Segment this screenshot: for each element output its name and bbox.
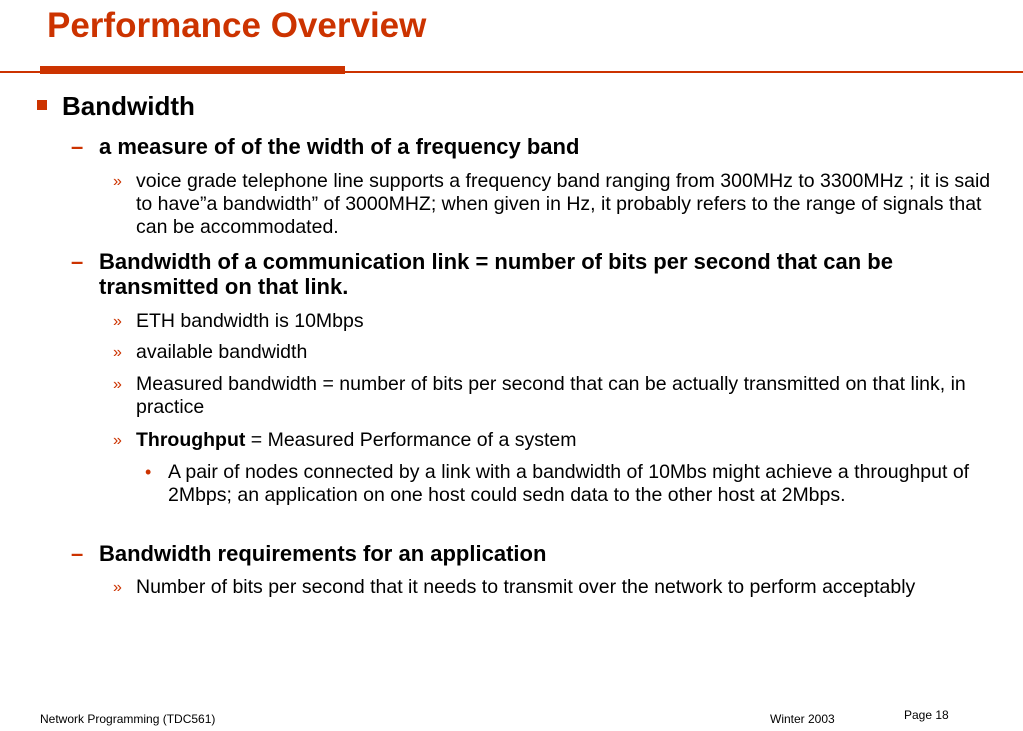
footer-course: Network Programming (TDC561) <box>40 712 216 726</box>
footer-page-number: Page 18 <box>904 708 949 722</box>
chevron-bullet-icon: » <box>113 432 122 449</box>
bullet-text: ETH bandwidth is 10Mbps <box>136 310 364 332</box>
chevron-bullet-icon: » <box>113 313 122 330</box>
bullet-level4 <box>145 461 988 507</box>
dash-bullet-icon: – <box>71 134 84 159</box>
square-bullet-icon <box>37 100 47 110</box>
bullet-text: Number of bits per second that it needs to transmit over the network to perform acceptably <box>136 576 916 598</box>
bullet-level3 <box>113 429 996 452</box>
bullet-text: Bandwidth requirements for an application <box>99 541 547 566</box>
bullet-level3 <box>113 170 996 239</box>
bullet-text: a measure of of the width of a frequency band <box>99 134 580 159</box>
bullet-text: voice grade telephone line supports a frequency band ranging from 300MHz to 3300MHz ; it is said to have”a bandwidth” of 3000MHZ; when given in Hz, it probably refers to the range of signals that can be accommodated. <box>136 170 991 238</box>
bullet-text: = Measured Performance of a system <box>245 429 577 451</box>
slide-title: Performance Overview <box>47 6 427 45</box>
bullet-bold-term: Throughput <box>136 429 246 451</box>
title-accent-bar <box>40 66 345 74</box>
bullet-text: Bandwidth <box>62 91 195 121</box>
chevron-bullet-icon: » <box>113 579 122 596</box>
bullet-text: Bandwidth of a communication link = number of bits per second that can be transmitted on that link. <box>99 249 893 299</box>
bullet-level1 <box>62 91 195 122</box>
chevron-bullet-icon: » <box>113 344 122 361</box>
bullet-text: available bandwidth <box>136 341 308 363</box>
dash-bullet-icon: – <box>71 249 84 274</box>
bullet-level2 <box>71 249 999 299</box>
bullet-level3 <box>113 373 996 419</box>
bullet-level3 <box>113 341 996 364</box>
bullet-text: A pair of nodes connected by a link with a bandwidth of 10Mbs might achieve a throughput of 2Mbps; an application on one host could sedn data to the other host at 2Mbps. <box>168 461 970 506</box>
bullet-level2 <box>71 134 999 159</box>
dash-bullet-icon: – <box>71 541 84 566</box>
chevron-bullet-icon: » <box>113 376 122 393</box>
bullet-level3 <box>113 576 996 599</box>
bullet-level2 <box>71 541 999 566</box>
chevron-bullet-icon: » <box>113 173 122 190</box>
footer-term: Winter 2003 <box>770 712 835 726</box>
dot-bullet-icon: • <box>145 462 152 482</box>
bullet-text: Measured bandwidth = number of bits per second that can be actually transmitted on that link, in practice <box>136 373 966 418</box>
bullet-level3 <box>113 310 996 333</box>
